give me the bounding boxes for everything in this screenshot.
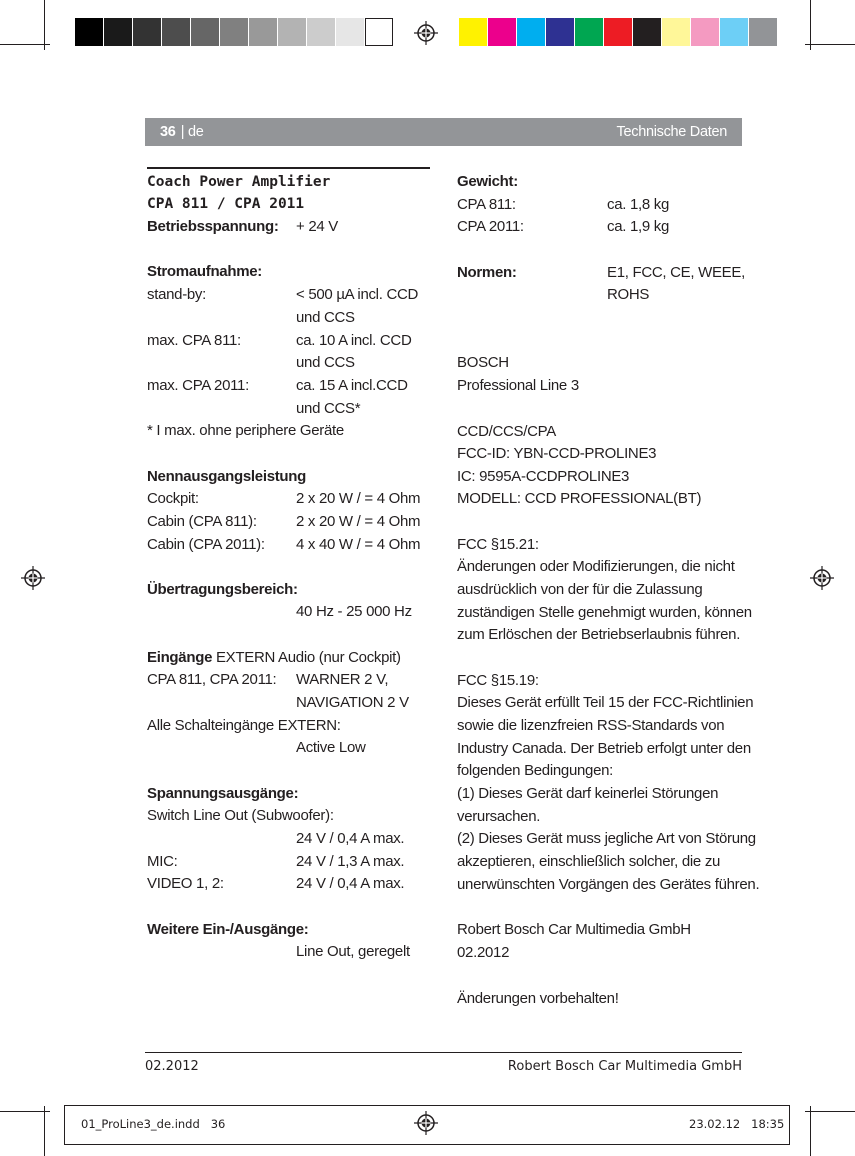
spec-label: VIDEO 1, 2: <box>147 875 224 892</box>
body-text-line: Änderungen oder Modifizierungen, die nicht <box>457 558 735 575</box>
header-separator: | <box>177 124 188 140</box>
spec-value: Active Low <box>296 739 366 756</box>
spec-heading-detail: EXTERN Audio (nur Cockpit) <box>212 649 401 666</box>
body-text-line: FCC §15.19: <box>457 672 539 689</box>
body-text-line: (1) Dieses Gerät darf keinerlei Störungen <box>457 785 719 802</box>
body-text-line: CCD/CCS/CPA <box>457 423 556 440</box>
color-swatch <box>459 18 487 46</box>
spec-heading: Übertragungsbereich: <box>147 581 298 598</box>
body-text-line: zuständigen Stelle genehmigt wurden, können <box>457 604 752 621</box>
spec-heading-line <box>147 647 401 670</box>
crop-mark <box>0 1111 50 1112</box>
color-swatch <box>488 18 516 46</box>
color-swatch <box>133 18 161 46</box>
body-text-line: 02.2012 <box>457 944 510 961</box>
spec-value: 24 V / 0,4 A max. <box>296 830 405 847</box>
header-section-title: Technische Daten <box>616 124 727 140</box>
crop-mark <box>810 1106 811 1156</box>
color-swatch <box>191 18 219 46</box>
crop-mark <box>44 0 45 50</box>
spec-label: Alle Schalteingänge EXTERN: <box>147 717 341 734</box>
page-number: 36 <box>160 124 176 140</box>
spec-value: ca. 10 A incl. CCD <box>296 332 412 349</box>
color-swatch <box>104 18 132 46</box>
spec-value: < 500 µA incl. CCD <box>296 286 419 303</box>
color-swatch <box>604 18 632 46</box>
footer-date: 02.2012 <box>145 1059 199 1074</box>
color-swatch <box>220 18 248 46</box>
spec-label: stand-by: <box>147 286 206 303</box>
spec-value: ca. 15 A incl.CCD <box>296 377 408 394</box>
footer-rule <box>145 1052 742 1053</box>
registration-mark-icon <box>810 566 834 590</box>
body-text-line: akzeptieren, einschließlich solcher, die zu <box>457 853 721 870</box>
body-text-line: zum Erlöschen der Betriebserlaubnis führen. <box>457 626 741 643</box>
spec-label: Cabin (CPA 2011): <box>147 536 265 553</box>
spec-heading: Weitere Ein-/Ausgänge: <box>147 921 309 938</box>
spec-value: 24 V / 1,3 A max. <box>296 853 405 870</box>
body-text-line: sowie die lizenzfreien RSS-Standards von <box>457 717 725 734</box>
spec-heading: Stromaufnahme: <box>147 263 262 280</box>
body-text-line: BOSCH <box>457 354 509 371</box>
body-text-line: FCC §15.21: <box>457 536 539 553</box>
spec-value: + 24 V <box>296 218 338 235</box>
body-text-line: FCC-ID: YBN-CCD-PROLINE3 <box>457 445 657 462</box>
footnote: * I max. ohne periphere Geräte <box>147 422 344 439</box>
spec-value: ca. 1,8 kg <box>607 196 670 213</box>
spec-value: WARNER 2 V, <box>296 671 389 688</box>
spec-value: ROHS <box>607 286 650 303</box>
body-text-line: Industry Canada. Der Betrieb erfolgt unter den <box>457 740 751 757</box>
color-swatch <box>749 18 777 46</box>
spec-heading: Nennausgangsleistung <box>147 468 307 485</box>
body-text-line: Professional Line 3 <box>457 377 579 394</box>
spec-label: CPA 811, CPA 2011: <box>147 671 277 688</box>
body-text-line: (2) Dieses Gerät muss jegliche Art von Störung <box>457 830 756 847</box>
crop-mark <box>805 1111 855 1112</box>
slug-filename: 01_ProLine3_de.indd 36 <box>81 1117 226 1131</box>
color-swatch <box>336 18 364 46</box>
spec-value: NAVIGATION 2 V <box>296 694 409 711</box>
color-swatch <box>546 18 574 46</box>
body-text-line: unerwünschten Vorgängen des Gerätes führen. <box>457 876 760 893</box>
spec-label: Switch Line Out (Subwoofer): <box>147 807 334 824</box>
spec-label: CPA 2011: <box>457 218 524 235</box>
registration-mark-icon <box>414 21 438 45</box>
crop-mark <box>805 44 855 45</box>
product-title: Coach Power Amplifier <box>147 174 331 190</box>
color-swatch <box>249 18 277 46</box>
spec-label: max. CPA 2011: <box>147 377 249 394</box>
crop-mark <box>0 44 50 45</box>
spec-value: 2 x 20 W / = 4 Ohm <box>296 490 421 507</box>
color-swatch <box>517 18 545 46</box>
footer-company: Robert Bosch Car Multimedia GmbH <box>507 1059 742 1074</box>
color-swatch <box>307 18 335 46</box>
spec-value: E1, FCC, CE, WEEE, <box>607 264 745 281</box>
color-swatch <box>633 18 661 46</box>
spec-value: 40 Hz - 25 000 Hz <box>296 603 412 620</box>
color-swatch <box>720 18 748 46</box>
spec-value: und CCS <box>296 354 355 371</box>
spec-heading: Gewicht: <box>457 173 518 190</box>
crop-mark <box>810 0 811 50</box>
spec-label: Cabin (CPA 811): <box>147 513 257 530</box>
color-swatch <box>691 18 719 46</box>
spec-label: Normen: <box>457 264 517 281</box>
spec-value: 24 V / 0,4 A max. <box>296 875 405 892</box>
product-models: CPA 811 / CPA 2011 <box>147 196 305 212</box>
spec-label: MIC: <box>147 853 178 870</box>
spec-label: Betriebsspannung: <box>147 218 279 235</box>
crop-mark <box>44 1106 45 1156</box>
spec-value: Line Out, geregelt <box>296 943 410 960</box>
color-swatch <box>278 18 306 46</box>
spec-value: und CCS <box>296 309 355 326</box>
color-swatch <box>75 18 103 46</box>
body-text-line: IC: 9595A-CCDPROLINE3 <box>457 468 630 485</box>
body-text-line: verursachen. <box>457 808 541 825</box>
body-text-line: folgenden Bedingungen: <box>457 762 614 779</box>
body-text-line: Robert Bosch Car Multimedia GmbH <box>457 921 691 938</box>
body-text-line: MODELL: CCD PROFESSIONAL(BT) <box>457 490 702 507</box>
color-swatch <box>575 18 603 46</box>
spec-value: und CCS* <box>296 400 361 417</box>
spec-heading: Spannungsausgänge: <box>147 785 299 802</box>
body-text-line: ausdrücklich von der für die Zulassung <box>457 581 703 598</box>
color-swatch <box>162 18 190 46</box>
spec-value: 4 x 40 W / = 4 Ohm <box>296 536 421 553</box>
color-swatch <box>662 18 690 46</box>
spec-heading: Eingänge <box>147 649 213 666</box>
body-text-line: Änderungen vorbehalten! <box>457 990 619 1007</box>
spec-label: max. CPA 811: <box>147 332 241 349</box>
color-swatch <box>365 18 393 46</box>
spec-value: ca. 1,9 kg <box>607 218 670 235</box>
slug-timestamp: 23.02.12 18:35 <box>689 1117 785 1131</box>
title-rule <box>147 167 430 169</box>
spec-label: Cockpit: <box>147 490 199 507</box>
header-language: de <box>188 124 204 140</box>
registration-mark-icon <box>21 566 45 590</box>
spec-value: 2 x 20 W / = 4 Ohm <box>296 513 421 530</box>
spec-label: CPA 811: <box>457 196 516 213</box>
body-text-line: Dieses Gerät erfüllt Teil 15 der FCC-Richtlinien <box>457 694 754 711</box>
